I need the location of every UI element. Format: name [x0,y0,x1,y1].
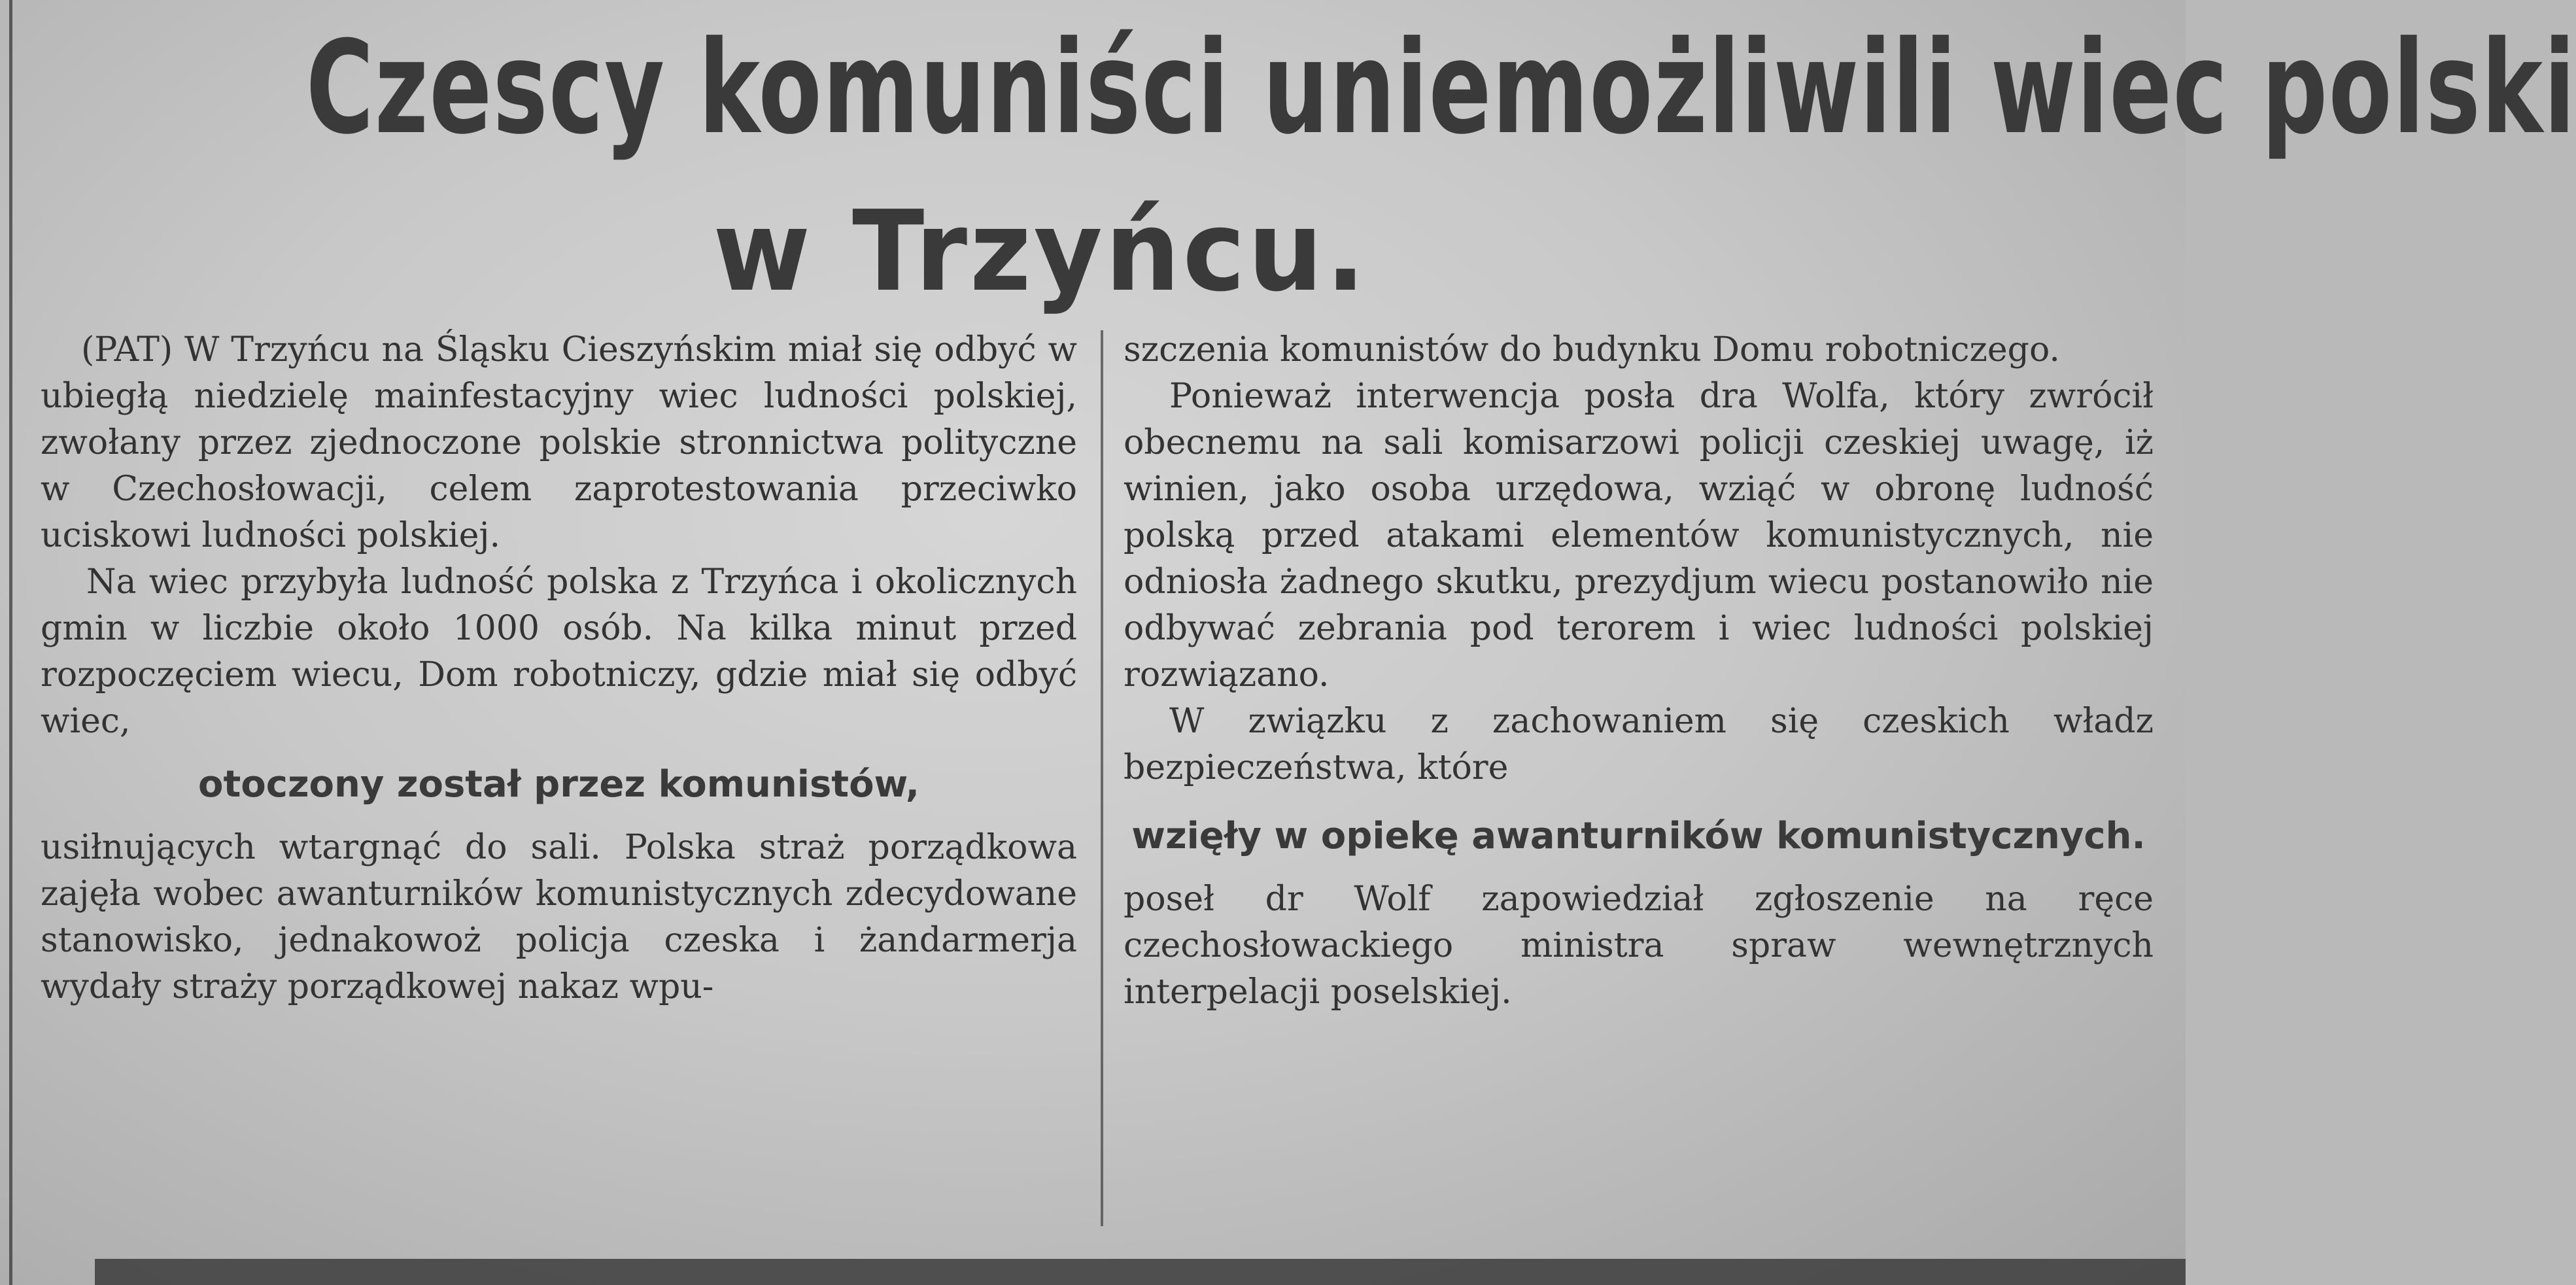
right-paragraph-3: W związku z zachowaniem się czeskich władz bezpieczeństwa, które [1124,702,2154,787]
right-paragraph-4: poseł dr Wolf zapowiedział zgłoszenie na ręce czechosłowackiego ministra spraw wewnętrznych interpelacji poselskiej. [1124,880,2154,1012]
headline-line-2: w Trzyńcu. [713,187,1368,317]
right-paragraph-2: Ponieważ interwencja posła dra Wolfa, który zwrócił obecnemu na sali komisarzowi policji czeskiej uwagę, iż winien, jako osoba urzędowa, wziąć w obronę ludność polską przed atakami elementów komunistycznych, nie odniosła żadnego skutku, prezydjum wiecu postanowiło nie odbywać zebrania pod terorem i wiec ludności polskiej rozwiązano. [1124,377,2154,694]
left-subheading: otoczony został przez komunistów, [198,763,919,806]
right-column [1124,327,2154,1242]
column-divider [1101,330,1103,1226]
headline-line-1: Czescy komuniści uniemożliwili wiec polski [305,14,2576,163]
left-paragraph-3: usiłnujących wtargnąć do sali. Polska straż porządkowa zajęła wobec awanturników komunistycznych zdecydowane stanowisko, jednakowoż policja czeska i żandarmerja wydały straży porządkowej nakaz wpu- [41,828,1077,1006]
bottom-border-rule [95,1259,2186,1285]
left-paragraph-1: (PAT) W Trzyńcu na Śląsku Cieszyńskim miał się odbyć w ubiegłą niedzielę mainfestacyjny wiec ludności polskiej, zwołany przez zjednoczone polskie stronnictwa polityczne w Czechosłowacji, celem zaprotestowania przeciwko uciskowi ludności polskiej. [41,330,1077,555]
right-paragraph-1: szczenia komunistów do budynku Domu robotniczego. [1124,330,2060,369]
right-subheading: wzięły w opiekę awanturników komunistycznych. [1131,815,2146,857]
left-column [41,327,1077,1242]
left-paragraph-2: Na wiec przybyła ludność polska z Trzyńca i okolicznych gmin w liczbie około 1000 osób. Na kilka minut przed rozpoczęciem wiecu, Dom robotniczy, gdzie miał się odbyć wiec, [41,562,1077,741]
